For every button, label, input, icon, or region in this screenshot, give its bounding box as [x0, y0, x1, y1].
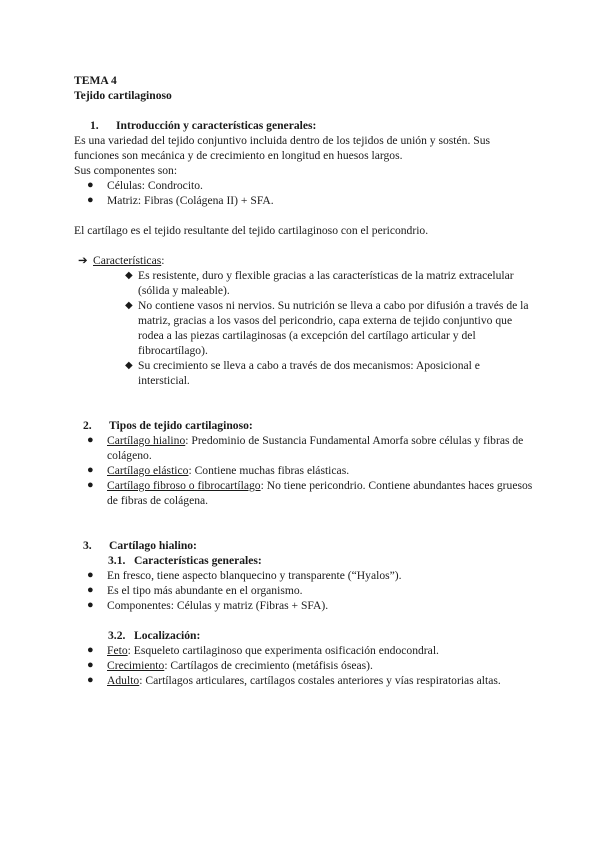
list-item: ◆ Su crecimiento se lleva a cabo a través de dos mecanismos: Aposicional e intersticial. — [125, 359, 480, 387]
bullet-icon: ● — [87, 194, 94, 206]
list-item: ● Feto: Esqueleto cartilaginoso que experimenta osificación endocondral. — [87, 644, 439, 657]
document-page — [74, 73, 534, 688]
diamond-bullet-icon: ◆ — [125, 360, 133, 371]
list-item: ● Cartílago hialino: Predominio de Sustancia Fundamental Amorfa sobre células y fibras de colágeno. — [87, 434, 524, 462]
list-item: ● Cartílago fibroso o fibrocartílago: No tiene pericondrio. Contiene abundantes haces gruesos de fibras de colágena. — [87, 479, 533, 507]
characteristics-list — [74, 268, 534, 388]
list-item: ● Adulto: Cartílagos articulares, cartílagos costales anteriores y vías respiratorias altas. — [87, 674, 501, 687]
doc-title: TEMA 4 — [74, 74, 117, 87]
bullet-icon: ● — [87, 179, 94, 191]
list-item: ◆ Es resistente, duro y flexible gracias a las características de la matriz extracelular (sólida y maleable). — [125, 269, 514, 297]
components-list — [74, 178, 534, 208]
section-1-heading: 1. Introducción y características generales: — [90, 119, 317, 132]
list-item: ● Crecimiento: Cartílagos de crecimiento (metáfisis óseas). — [87, 659, 373, 672]
section-1 — [74, 118, 534, 388]
location-list — [74, 643, 534, 688]
list-item: ● Es el tipo más abundante en el organismo. — [87, 584, 303, 597]
diamond-bullet-icon: ◆ — [125, 270, 133, 281]
bullet-icon: ● — [87, 569, 94, 581]
doc-subtitle: Tejido cartilaginoso — [74, 89, 172, 102]
arrow-right-icon: ➔ — [78, 254, 88, 267]
components-intro: Sus componentes son: — [74, 164, 178, 177]
types-list — [74, 433, 534, 508]
bullet-icon: ● — [87, 599, 94, 611]
subsection-3-1-heading: 3.1. Características generales: — [108, 554, 262, 567]
bullet-icon: ● — [87, 659, 94, 671]
list-item: ● Matriz: Fibras (Colágena II) + SFA. — [87, 194, 274, 207]
bullet-icon: ● — [87, 434, 94, 446]
bullet-icon: ● — [87, 674, 94, 686]
subsection-3-2-heading: 3.2. Localización: — [108, 629, 201, 642]
bullet-icon: ● — [87, 644, 94, 656]
section-3 — [74, 538, 534, 688]
cartilage-definition: El cartílago es el tejido resultante del tejido cartilaginoso con el pericondrio. — [74, 224, 429, 237]
list-item: ● Células: Condrocito. — [87, 179, 203, 192]
list-item: ◆ No contiene vasos ni nervios. Su nutrición se lleva a cabo por difusión a través de la matriz, gracias a los vasos del pericondrio, capa externa de tejido conjuntivo que rodea a las piezas cartilaginosas (a excepción del cartílago articular y del fibrocartílago). — [125, 299, 529, 357]
bullet-icon: ● — [87, 464, 94, 476]
bullet-icon: ● — [87, 584, 94, 596]
list-item: ● En fresco, tiene aspecto blanquecino y transparente (“Hyalos”). — [87, 569, 402, 582]
general-characteristics-list — [74, 568, 534, 613]
list-item: ● Cartílago elástico: Contiene muchas fibras elásticas. — [87, 464, 350, 477]
list-item: ● Componentes: Células y matriz (Fibras + SFA). — [87, 599, 329, 612]
characteristics-heading: ➔ Características: — [78, 254, 165, 267]
section-2-heading: 2. Tipos de tejido cartilaginoso: — [83, 419, 253, 432]
section-3-heading: 3. Cartílago hialino: — [83, 539, 197, 552]
diamond-bullet-icon: ◆ — [125, 300, 133, 311]
bullet-icon: ● — [87, 479, 94, 491]
section-1-paragraph: Es una variedad del tejido conjuntivo incluida dentro de los tejidos de unión y sostén. Sus funciones son mecánica y de crecimiento en longitud en huesos largos. — [74, 134, 491, 162]
section-2 — [74, 418, 534, 508]
